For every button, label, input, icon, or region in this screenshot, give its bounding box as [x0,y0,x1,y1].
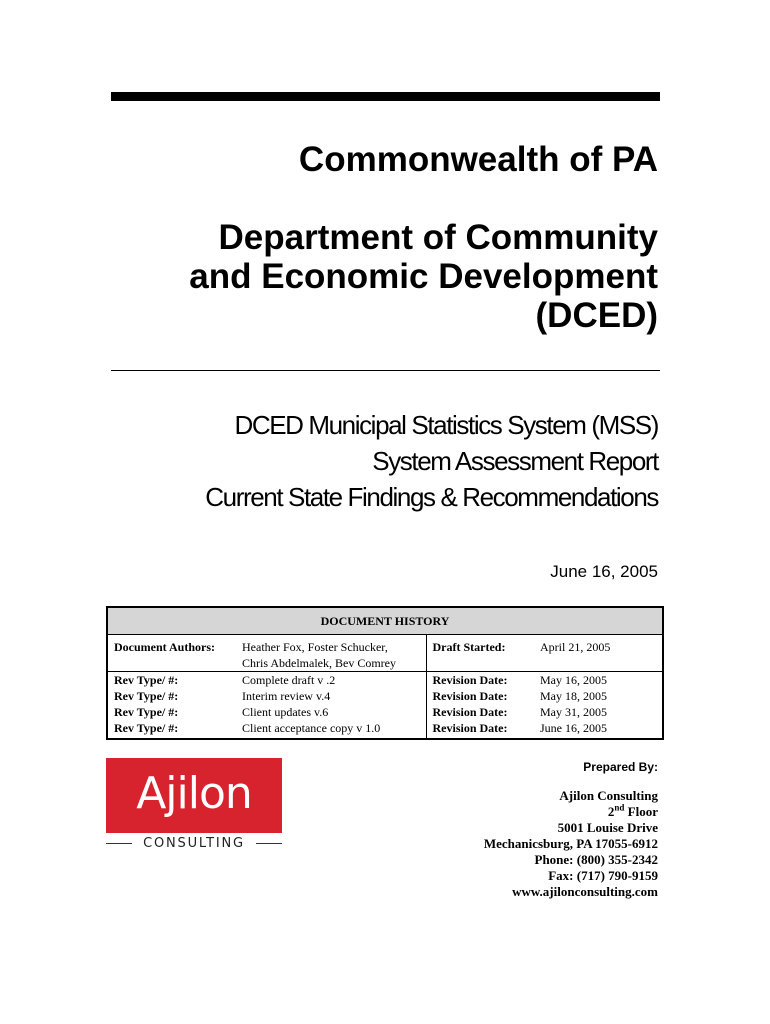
title-commonwealth: Commonwealth of PA [298,140,658,179]
website-line: www.ajilonconsulting.com [512,884,658,899]
draft-started-label: Draft Started: [426,635,534,672]
tagline-dash-right [256,843,282,844]
rev-description: Complete draft v .2 [236,672,426,689]
fax-line: Fax: (717) 790-9159 [548,868,658,883]
table-row [107,704,663,720]
top-rule-bar [111,92,660,101]
phone-line: Phone: (800) 355-2342 [534,852,658,867]
logo-wordmark: Ajilon [136,768,252,819]
prepared-by-address [484,788,658,900]
subtitle-line-3: Current State Findings & Recommendations [205,482,658,512]
logo-tagline [106,836,282,851]
revision-date-label: Revision Date: [432,689,508,703]
authors-line-1: Heather Fox, Foster Schucker, [242,640,388,654]
floor-line [484,804,658,820]
floor-word: Floor [624,804,658,819]
subtitle-line-1: DCED Municipal Statistics System (MSS) [234,410,658,440]
floor-suffix: nd [614,802,625,813]
company-name: Ajilon Consulting [559,788,658,803]
revision-date: June 16, 2005 [540,721,607,735]
table-header: DOCUMENT HISTORY [107,607,663,635]
table-row [107,688,663,704]
ajilon-logo [106,758,282,833]
rev-type-label: Rev Type/ #: [114,689,179,703]
city-line: Mechanicsburg, PA 17055-6912 [483,836,658,851]
rev-description: Interim review v.4 [236,688,426,704]
subtitle-line-2: System Assessment Report [372,446,658,476]
authors-value [236,635,426,672]
tagline-dash-left [106,843,132,844]
floor-number: 2 [607,804,615,819]
revision-date-label: Revision Date: [432,721,508,735]
table-row [107,720,663,739]
authors-line-2: Chris Abdelmalek, Bev Comrey [242,656,396,670]
authors-label: Document Authors: [107,635,236,672]
title-line-4: (DCED) [535,296,658,335]
table-row [107,672,663,689]
revision-date-label: Revision Date: [432,705,508,719]
rev-description: Client updates v.6 [236,704,426,720]
revision-date: May 18, 2005 [540,689,607,703]
draft-started-date: April 21, 2005 [534,635,663,672]
rev-type-label: Rev Type/ #: [114,673,179,687]
divider-rule [111,370,660,371]
revision-date: May 31, 2005 [540,705,607,719]
title-line-2: Department of Community [218,218,658,257]
rev-type-label: Rev Type/ #: [114,721,179,735]
report-subtitle [205,407,658,515]
revision-date-label: Revision Date: [432,673,508,687]
tagline-text: CONSULTING [143,836,245,851]
title-line-3: and Economic Development [189,257,658,296]
rev-description: Client acceptance copy v 1.0 [236,720,426,739]
document-history-table [106,606,664,740]
prepared-by-label: Prepared By: [583,760,658,774]
report-date: June 16, 2005 [550,562,658,581]
revision-date: May 16, 2005 [540,673,607,687]
title-department [189,218,658,335]
rev-type-label: Rev Type/ #: [114,705,179,719]
street-line: 5001 Louise Drive [557,820,658,835]
